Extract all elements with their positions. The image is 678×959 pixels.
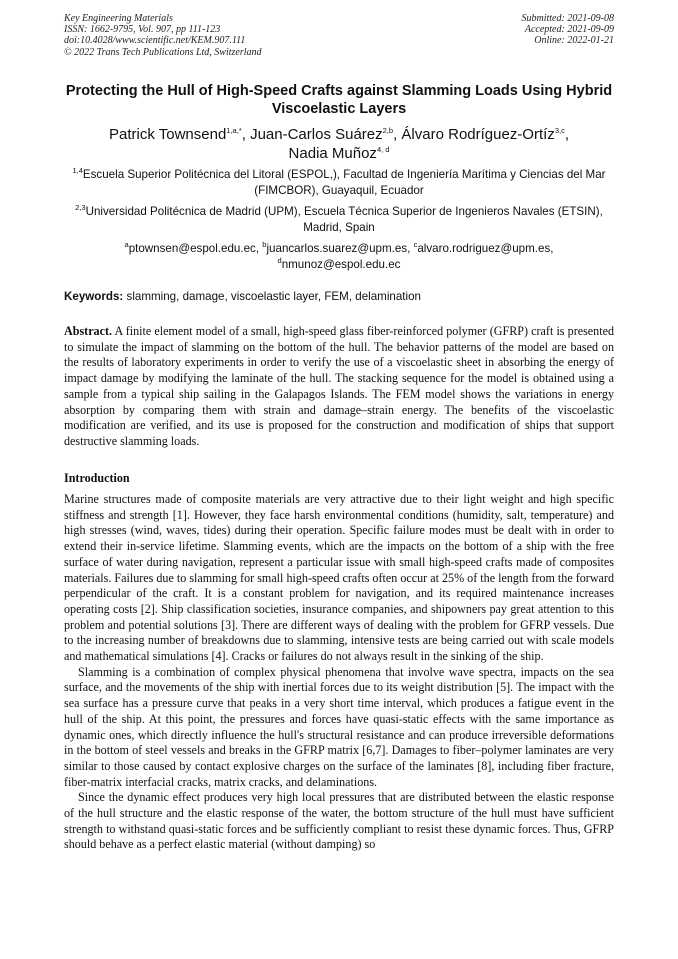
affiliation-superscript: 2,3 [75, 203, 86, 213]
keywords-label: Keywords: [64, 290, 124, 303]
author-name: Nadia Muñoz [288, 145, 377, 162]
journal-name: Key Engineering Materials [64, 13, 173, 24]
submission-dates [522, 13, 615, 47]
copyright-line: © 2022 Trans Tech Publications Ltd, Switzerland [64, 46, 262, 58]
email-link[interactable]: alvaro.rodriguez@upm.es, [417, 242, 554, 255]
affiliation-superscript: 1,4 [72, 166, 83, 176]
issn-line: ISSN: 1662-9795, Vol. 907, pp 111-123 [64, 24, 221, 36]
keywords-line [64, 289, 614, 304]
email-superscript: c [413, 240, 418, 250]
paragraph: Marine structures made of composite materials are very attractive due to their light weight and high specific stiffness and strength [1]. However, they face harsh environmental conditions (humidity, salt, temperature) and high stresses (wind, waves, tides) during their operation. Specific failure modes must be dealt with in order to extend their in-service lifetime. Slamming events, which are the impacts on the bottom of a ship with the free surface of water during navigation, represent a particular issue with small high-speed crafts made of composites materials. Failures due to slamming for small high-speed crafts often occur at 25% of the length from the forward perpendicular of the craft. It is a constant problem for navigation, and its required maintenance increases operating costs [2]. Ship classification societies, insurance companies, and shipowners pay great attention to this problem and potential solutions [3]. There are different ways of dealing with the problem for GFRP vessels. Due to the increasing number of breakdowns due to slamming, intensive tests are being carried out with scale models and mathematical simulations [4]. Cracks or failures do not always result in the sinking of the ship. [64, 492, 614, 664]
author-name: Juan-Carlos Suárez [250, 126, 383, 143]
doi-line: doi:10.4028/www.scientific.net/KEM.907.111 [64, 35, 246, 47]
accepted-date: Accepted: 2021-09-09 [524, 24, 614, 36]
email-superscript: a [124, 240, 129, 250]
paper-title: Protecting the Hull of High-Speed Crafts against Slamming Loads Using Hybrid Viscoelastic Layers [65, 83, 613, 117]
email-superscript: d [277, 255, 282, 265]
author-list: Patrick Townsend$^{1,a,*}$, Juan-Carlos Suárez$^{2,b}$, Álvaro Rodríguez-Ortíz$^{3,c}$, Nadia Muñoz$^{4, d}$ [109, 126, 569, 162]
section-heading: Introduction [64, 471, 130, 485]
email-link[interactable]: ptownsen@espol.edu.ec, [128, 242, 260, 255]
journal-info [64, 13, 262, 58]
author-superscript: 1,a,* [226, 126, 242, 135]
submitted-date: Submitted: 2021-09-08 [521, 13, 614, 24]
author-name: Álvaro Rodríguez-Ortíz [401, 126, 555, 143]
author-superscript: 4, d [376, 145, 390, 154]
author-superscript: 3,c [554, 126, 565, 135]
paragraph: Slamming is a combination of complex physical phenomena that involve wave spectra, impacts on the sea surface, and the movements of the ship with inertial forces due to its weight distribution [5]. The impact with the sea surface has a pressure curve that peaks in a very short time interval, which produces a fatigue event in the hull of the ship. At this point, the pressures and forces have quasi-static effects with the same importance as dynamic ones, which directly influence the hull's structural resistance and can produce irreversible deformations in the bottom of steel vessels and breaks in the GFRP matrix [6,7]. Damages to fiber–polymer laminates are very similar to those caused by contact explosive charges on the surface of the laminates [8], including fiber fracture, fiber-matrix interfacial cracks, matrix cracks, and delaminations. [64, 664, 614, 789]
author-name: Patrick Townsend [109, 126, 227, 143]
author-superscript: 2,b [382, 126, 394, 135]
affiliation-text: Escuela Superior Politécnica del Litoral (ESPOL,), Facultad de Ingeniería Marítima y Ciencias del Mar (FIMCBOR), Guayaquil, Ecuador [82, 168, 606, 197]
paragraph: Since the dynamic effect produces very high local pressures that are distributed between the elastic response of the hull structure and the elastic response of the water, the bottom structure of the hull must have sufficient strength to withstand quasi-static forces and be sufficiently compliant to resist these dynamic forces. Thus, GFRP should behave as a perfect elastic material (without damping) so [64, 790, 614, 852]
email-link[interactable]: juancarlos.suarez@upm.es, [266, 242, 411, 255]
introduction-body [64, 492, 614, 853]
keywords-text: slamming, damage, viscoelastic layer, FEM, delamination [126, 290, 421, 303]
affiliation-2 [64, 204, 614, 235]
email-superscript: b [262, 240, 267, 250]
abstract-text: A finite element model of a small, high-speed glass fiber-reinforced polymer (GFRP) craft is presented to simulate the impact of slamming on the bottom of the hull. The behavior patterns of the model are based on the results of laboratory experiments in order to verify the use of a viscoelastic sheet in absorbing the energy of impact damage by modifying the laminate of the hull. The stacking sequence for the model is obtained using a sample from a typical ship sailing in the Galapagos Islands. The FEM model shows the variations in energy absorption by comparing them with strain and damage–strain energy. The benefits of the viscoelastic modification are verified, and its use is proposed for the construction and modification of ships that support destructive slamming loads. [64, 324, 614, 448]
author-emails [64, 241, 614, 272]
affiliation-1 [64, 167, 614, 198]
abstract [64, 324, 614, 450]
abstract-label: Abstract. [64, 324, 113, 338]
online-date: Online: 2022-01-21 [534, 35, 614, 47]
affiliation-text: Universidad Politécnica de Madrid (UPM), Escuela Técnica Superior de Ingenieros Navales (ETSIN), Madrid, Spain [85, 205, 603, 234]
email-link[interactable]: nmunoz@espol.edu.ec [281, 257, 401, 271]
